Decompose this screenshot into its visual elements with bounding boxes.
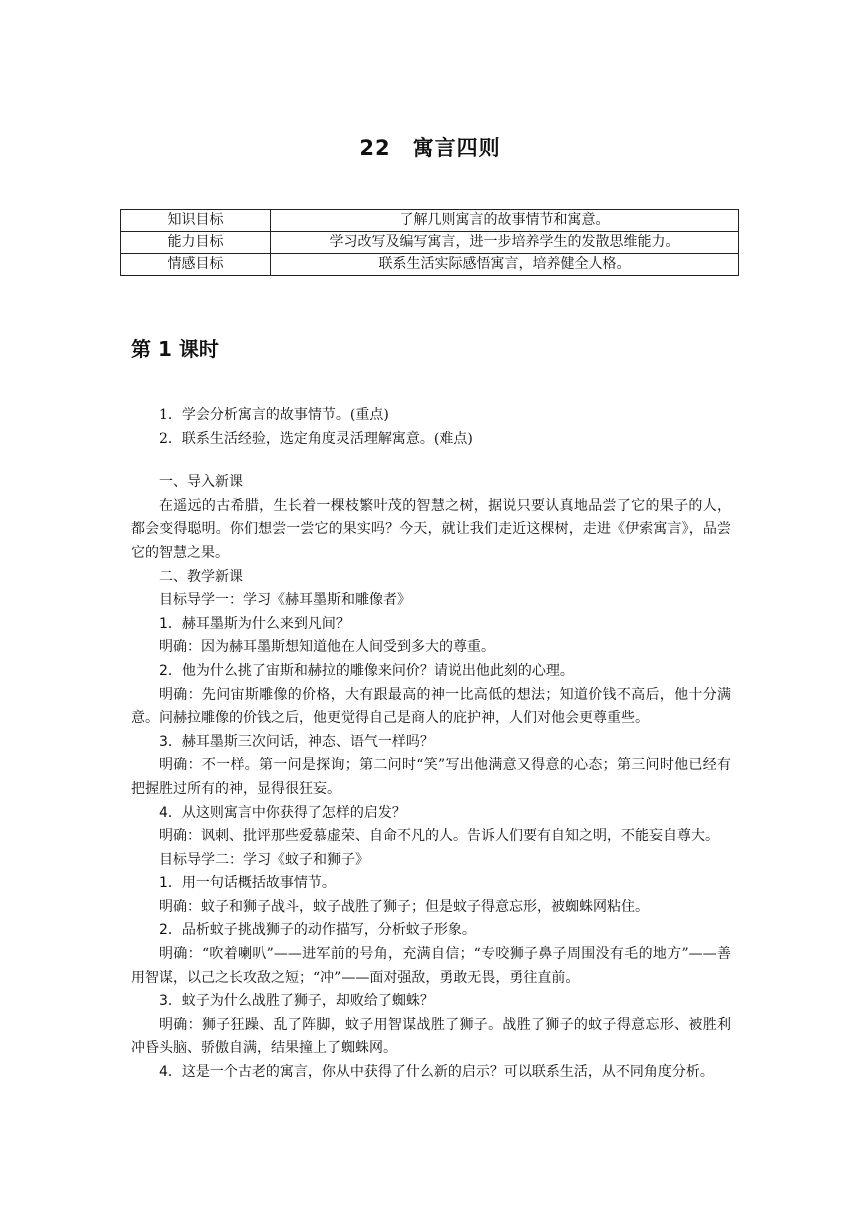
body-paragraph: 明确：狮子狂躁、乱了阵脚，蚊子用智谋战胜了狮子。战胜了狮子的蚊子得意忘形、被胜利冲昏头脑、骄傲自满，结果撞上了蜘蛛网。	[131, 1016, 731, 1057]
section-heading: 1．用一句话概括故事情节。	[159, 875, 336, 892]
lesson-heading: 第 1 课时	[131, 337, 219, 361]
section-heading: 2．品析蚊子挑战狮子的动作描写，分析蚊子形象。	[159, 922, 476, 939]
goal-description-cell: 了解几则寓言的故事情节和寓意。	[271, 210, 739, 232]
section-heading: 一、导入新课	[159, 474, 243, 491]
goals-table-row	[121, 232, 739, 254]
body-paragraph: 明确：蚊子和狮子战斗，蚊子战胜了狮子；但是蚊子得意忘形，被蜘蛛网粘住。	[159, 898, 649, 915]
goals-table-row	[121, 210, 739, 232]
section-heading: 目标导学二：学习《蚊子和狮子》	[159, 851, 369, 868]
body-paragraph: 明确：不一样。第一问是探询；第二问时“笑”写出他满意又得意的心态；第三问时他已经有把握胜过所有的神，显得很狂妄。	[131, 757, 731, 797]
body-paragraph: 2．联系生活经验，选定角度灵活理解寓意。(难点)	[159, 430, 473, 447]
goals-table-row	[121, 254, 739, 276]
goal-description-cell: 学习改写及编写寓言，进一步培养学生的发散思维能力。	[271, 232, 739, 254]
section-heading: 3．赫耳墨斯三次问话，神态、语气一样吗？	[159, 733, 434, 750]
body-paragraph: 明确：先问宙斯雕像的价格，大有跟最高的神一比高低的想法；知道价钱不高后，他十分满意。问赫拉雕像的价钱之后，他更觉得自己是商人的庇护神，人们对他会更尊重些。	[131, 686, 731, 727]
goal-type-cell: 能力目标	[121, 232, 271, 254]
body-paragraph: 明确：“吹着喇叭”——进军前的号角，充满自信；“专咬狮子鼻子周围没有毛的地方”——善用智谋，以己之长攻敌之短；“冲”——面对强敌，勇敢无畏，勇往直前。	[131, 946, 731, 986]
body-paragraph: 在遥远的古希腊，生长着一棵枝繁叶茂的智慧之树，据说只要认真地品尝了它的果子的人，都会变得聪明。你们想尝一尝它的果实吗？今天，就让我们走近这棵树，走进《伊索寓言》，品尝它的智慧之果。	[131, 497, 731, 561]
page-title: 22 寓言四则	[359, 136, 501, 160]
section-heading: 4．这是一个古老的寓言，你从中获得了什么新的启示？可以联系生活，从不同角度分析。	[159, 1064, 714, 1081]
goal-type-cell: 知识目标	[121, 210, 271, 232]
section-heading: 1．赫耳墨斯为什么来到凡间？	[159, 615, 350, 632]
section-heading: 2．他为什么挑了宙斯和赫拉的雕像来问价？请说出他此刻的心理。	[159, 662, 574, 679]
section-heading: 3．蚊子为什么战胜了狮子，却败给了蜘蛛？	[159, 993, 434, 1010]
section-heading: 4．从这则寓言中你获得了怎样的启发？	[159, 804, 406, 821]
goal-type-cell: 情感目标	[121, 254, 271, 276]
goals-table	[120, 209, 739, 276]
section-heading: 二、教学新课	[159, 568, 243, 585]
goal-description-cell: 联系生活实际感悟寓言，培养健全人格。	[271, 254, 739, 276]
lesson-body	[131, 404, 731, 1085]
body-paragraph: 明确：因为赫耳墨斯想知道他在人间受到多大的尊重。	[159, 639, 495, 656]
section-heading: 目标导学一：学习《赫耳墨斯和雕像者》	[159, 592, 411, 609]
body-paragraph: 明确：讽刺、批评那些爱慕虚荣、自命不凡的人。告诉人们要有自知之明，不能妄自尊大。	[159, 828, 719, 845]
body-paragraph: 1．学会分析寓言的故事情节。(重点)	[159, 407, 389, 423]
